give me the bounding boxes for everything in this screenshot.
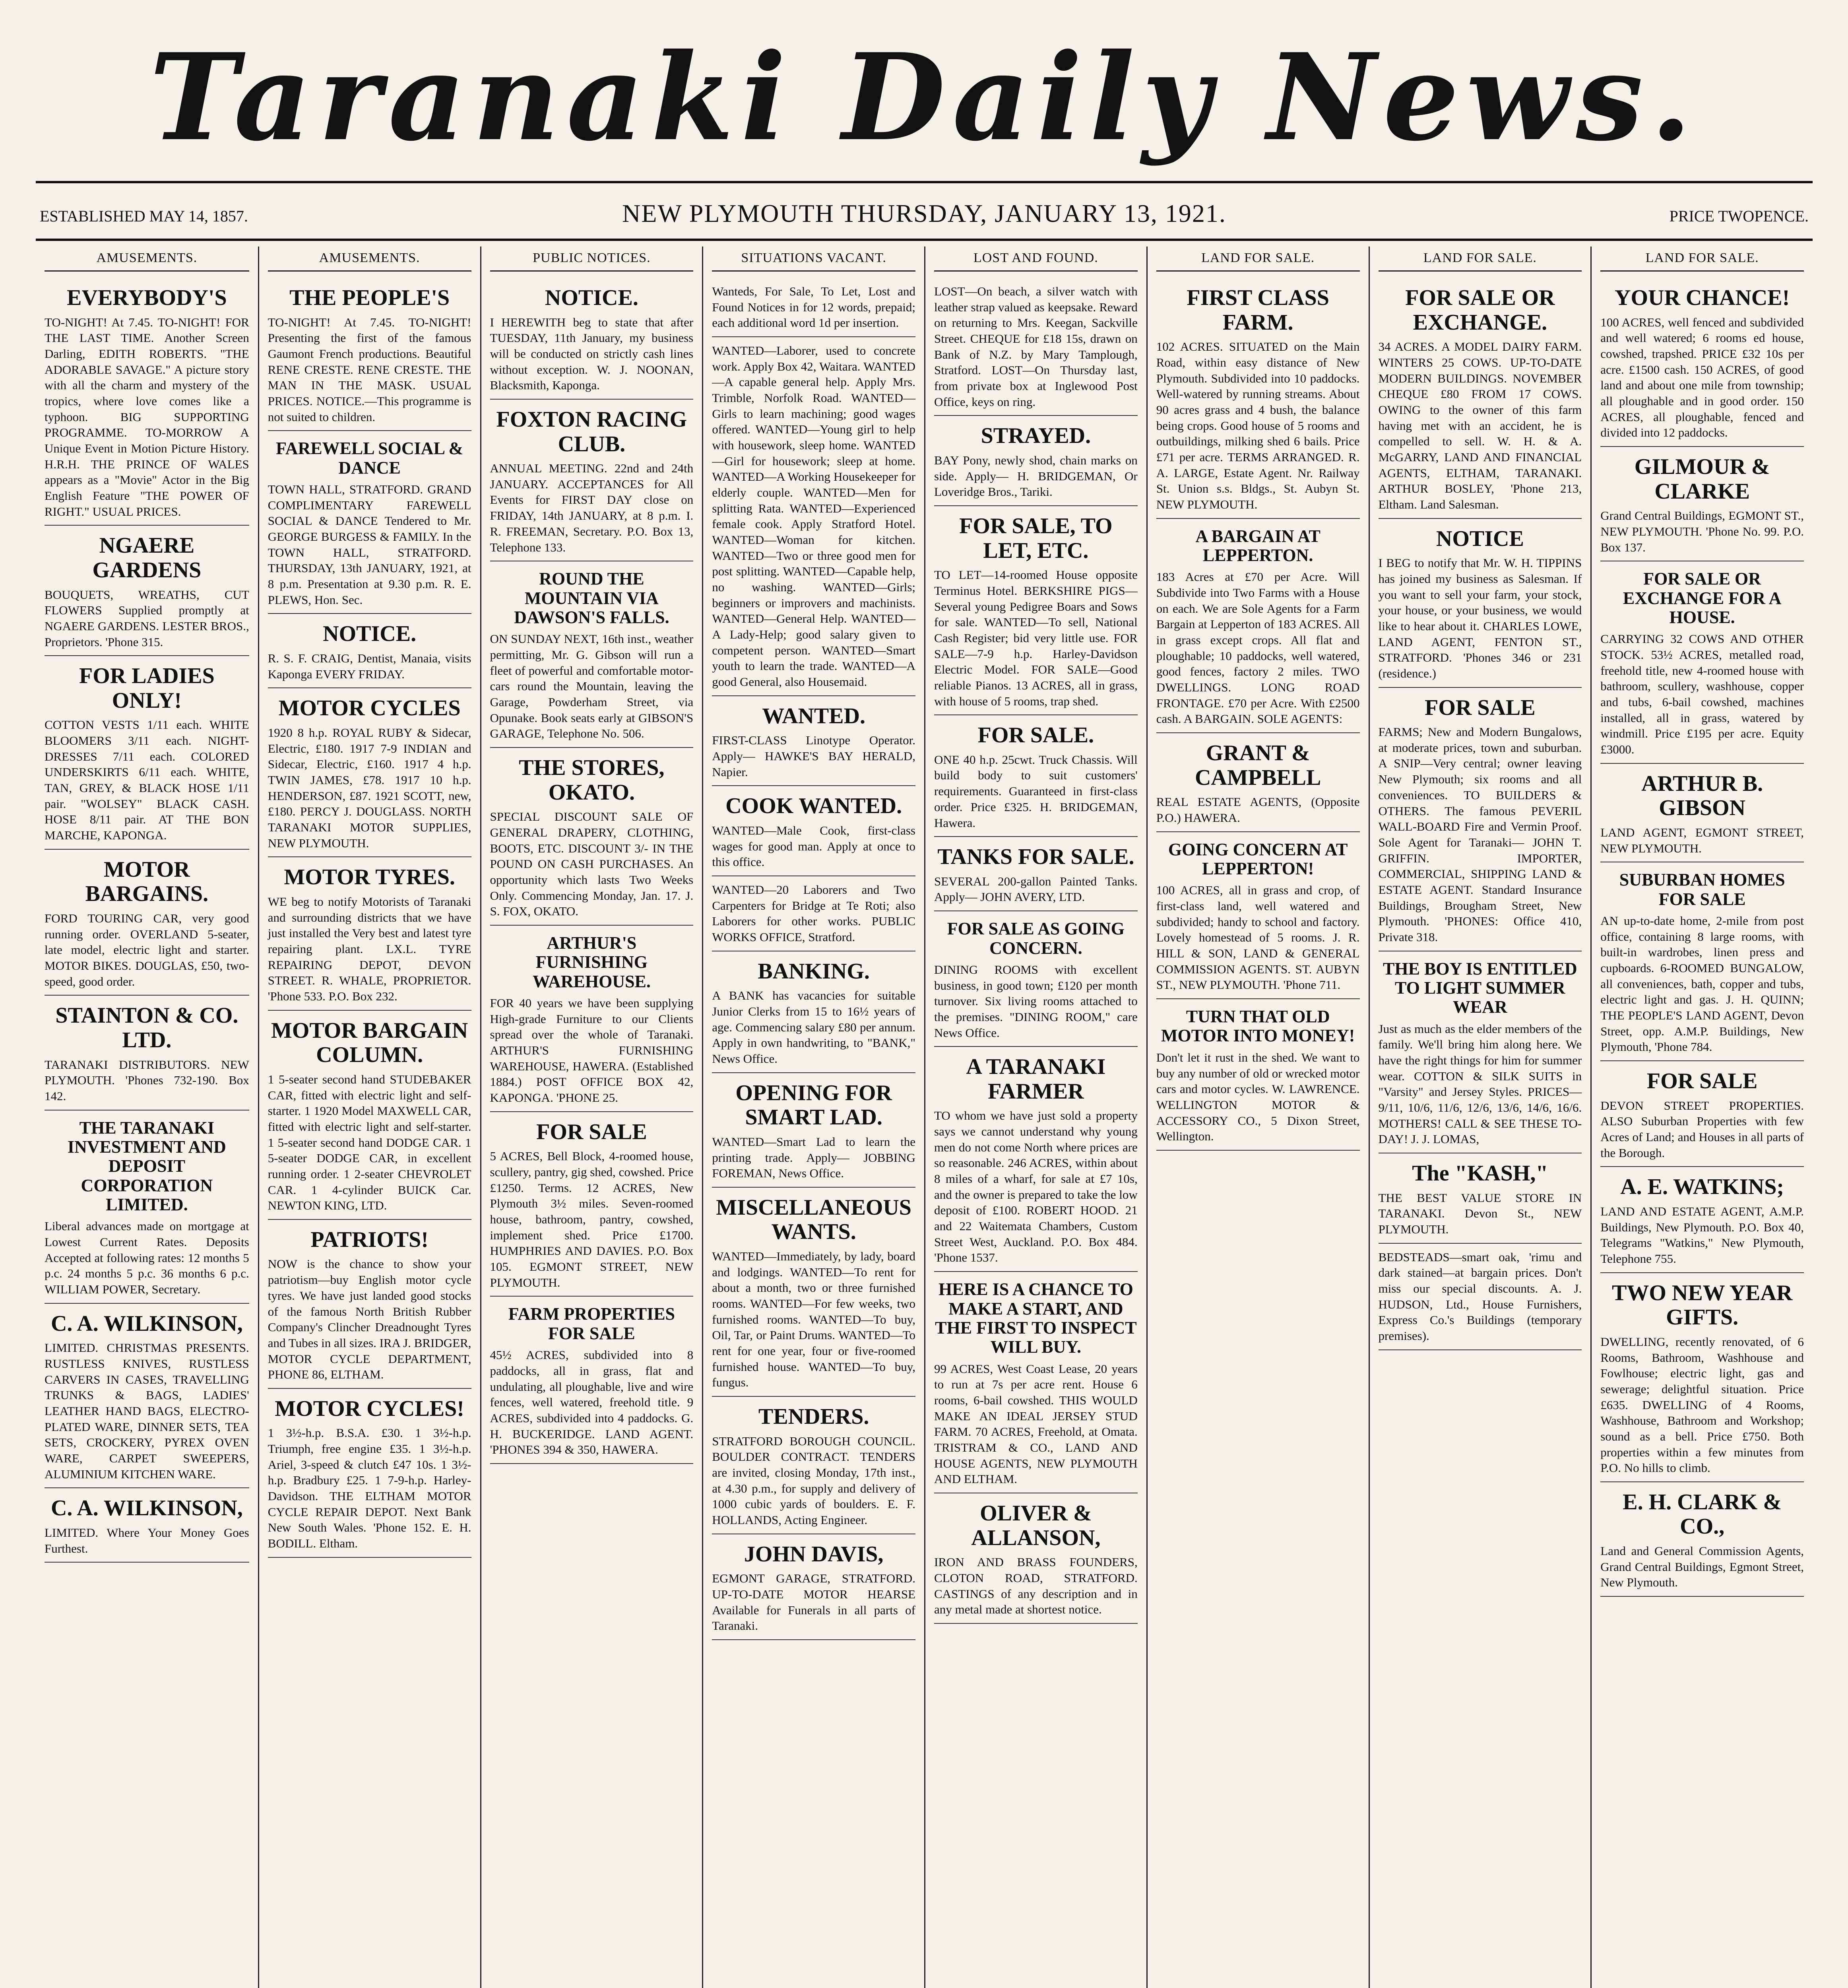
ad-body: SPECIAL DISCOUNT SALE OF GENERAL DRAPERY, CLOTHING, BOOTS, ETC. DISCOUNT 3/- IN THE POUND ON CASH PURCHASES. An opportunity which lasts Two Weeks Only. Commencing Monday, Jan. 17. J. S. FOX, OKATO. (490, 810, 694, 918)
ad-body: FARMS; New and Modern Bungalows, at moderate prices, town and suburban. A SNIP—Very central; owner leaving New Plymouth; six rooms and all conveniences. TO BUILDERS & OTHERS. The famous PEVERIL WALL-BOARD Fire and Vermin Proof. Sole Agent for Taranaki— JOHN T. GRIFFIN. IMPORTER, COMMERCIAL, SHIPPING LAND & ESTATE AGENT. Standard Insurance Buildings, Brougham Street, New Plymouth. 'PHONES: Office 410, Private 318. (1378, 725, 1582, 944)
advertisement (268, 1389, 471, 1558)
advertisement (45, 526, 249, 656)
ad-heading: SUBURBAN HOMES FOR SALE (1619, 870, 1785, 909)
ad-heading: BANKING. (758, 959, 870, 984)
ad-body: DINING ROOMS with excellent business, in good town; £120 per month turnover. Six living rooms attached to the premises. "DINING ROOM," care News Office. (934, 962, 1138, 1040)
ad-heading: FOR SALE OR EXCHANGE FOR A HOUSE. (1623, 569, 1782, 627)
ad-heading: MOTOR BARGAIN COLUMN. (271, 1018, 468, 1068)
dateline-rule (36, 239, 1813, 241)
advertisement (268, 614, 471, 688)
advertisement (1379, 688, 1582, 951)
ad-body: DEVON STREET PROPERTIES. ALSO Suburban Properties with few Acres of Land; and Houses in all parts of the Borough. (1600, 1098, 1804, 1160)
ad-body: TO LET—14-roomed House opposite Terminus Hotel. BERKSHIRE PIGS—Several young Pedigree Boars and Sows for sale. WANTED—To sell, National Cash Register; bid very little use. FOR SALE—7-9 h.p. Harley-Davidson Electric Model. FOR SALE—Good reliable Pianos. 13 ACRES, all in grass, with house of 5 rooms, trap shed. (934, 568, 1138, 708)
advertisement (1379, 519, 1582, 688)
ad-body: Don't let it rust in the shed. We want to buy any number of old or wrecked motor cars and motor cycles. W. LAWRENCE. WELLINGTON MOTOR & ACCESSORY CO., 5 Dixon Street, Wellington. (1156, 1050, 1360, 1143)
ad-heading: ARTHUR B. GIBSON (1641, 771, 1763, 821)
ad-body: LIMITED. Where Your Money Goes Furthest. (45, 1526, 249, 1555)
column-header: LAND FOR SALE. (1600, 247, 1804, 272)
ad-body: Just as much as the elder members of the family. We'll bring him along here. We have the right things for him for summer wear. COTTON & SILK SUITS in "Varsity" and Jersey Styles. PRICES—9/11, 10/6, 11/6, 12/6, 13/6, 14/6, 16/6. MOTHERS! CALL & SEE THESE TO-DAY! J. J. LOMAS, (1378, 1021, 1582, 1146)
column-header: PUBLIC NOTICES. (490, 247, 694, 272)
price-text: PRICE TWOPENCE. (1669, 207, 1809, 225)
ad-heading: GRANT & CAMPBELL (1195, 741, 1321, 790)
advertisement (1379, 951, 1582, 1154)
established-text: ESTABLISHED MAY 14, 1857. (40, 207, 248, 225)
dateline-bar (36, 191, 1813, 235)
ad-body: ONE 40 h.p. 25cwt. Truck Chassis. Will build body to suit customers' requirements. Guaranteed in first-class order. Price £325. H. BRIDGEMAN, Hawera. (934, 752, 1138, 830)
advertisement (45, 278, 249, 526)
ad-heading: HERE IS A CHANCE TO MAKE A START, AND THE FIRST TO INSPECT WILL BUY. (935, 1279, 1137, 1357)
ad-heading: EVERYBODY'S (67, 285, 227, 310)
ad-heading: FOR SALE (1646, 1069, 1758, 1094)
ad-body: WANTED—Smart Lad to learn the printing trade. Apply— JOBBING FOREMAN, News Office. (712, 1134, 915, 1180)
advertisement (1600, 1482, 1804, 1597)
advertisement (934, 1047, 1138, 1272)
ad-heading: FOR SALE. (977, 723, 1094, 748)
ad-body: 1 3½-h.p. B.S.A. £30. 1 3½-h.p. Triumph, free engine £35. 1 3½-h.p. Ariel, 3-speed & clutch £47 10s. 1 3½-h.p. Bradbury £25. 1 7-9-h.p. Harley-Davidson. THE ELTHAM MOTOR CYCLE REPAIR DEPOT. Next Bank New South Wales. 'Phone 152. E. H. BODILL. Eltham. (268, 1426, 471, 1551)
ad-heading: THE TARANAKI INVESTMENT AND DEPOSIT CORPORATION LIMITED. (67, 1118, 226, 1215)
advertisement (268, 688, 471, 857)
ad-body: BOUQUETS, WREATHS, CUT FLOWERS Supplied promptly at NGAERE GARDENS. LESTER BROS., Proprietors. 'Phone 315. (45, 587, 249, 649)
ad-heading: A BARGAIN AT LEPPERTON. (1195, 526, 1321, 565)
ad-heading: FAREWELL SOCIAL & DANCE (276, 439, 463, 478)
ad-heading: THE PEOPLE'S (289, 285, 450, 310)
ad-heading: GOING CONCERN AT LEPPERTON! (1168, 839, 1348, 878)
ad-body: STRATFORD BOROUGH COUNCIL. BOULDER CONTRACT. TENDERS are invited, closing Monday, 17th inst., at 4.30 p.m., for supply and delivery of 1000 cubic yards of boulders. E. F. HOLLANDS, Acting Engineer. (712, 1434, 915, 1527)
ad-body: REAL ESTATE AGENTS, (Opposite P.O.) HAWERA. (1156, 795, 1360, 825)
ad-heading: GILMOUR & CLARKE (1634, 454, 1770, 504)
newspaper-column (258, 247, 480, 1988)
ad-body: THE BEST VALUE STORE IN TARANAKI. Devon St., NEW PLYMOUTH. (1378, 1190, 1582, 1237)
newspaper-column (702, 247, 924, 1988)
ad-heading: C. A. WILKINSON, (50, 1311, 243, 1336)
ad-heading: MOTOR BARGAINS. (85, 857, 209, 907)
advertisement (1379, 1244, 1582, 1350)
ad-body: IRON AND BRASS FOUNDERS, CLOTON ROAD, STRATFORD. CASTINGS of any description and in any metal made at shortest notice. (934, 1555, 1138, 1617)
ad-body: SEVERAL 200-gallon Painted Tanks. Apply— JOHN AVERY, LTD. (934, 874, 1138, 904)
newspaper-title: Taranaki Daily News. (149, 27, 1699, 167)
advertisement (490, 748, 694, 926)
newspaper-column (36, 247, 258, 1988)
ad-heading: THE STORES, OKATO. (519, 755, 665, 805)
column-header: LOST AND FOUND. (934, 247, 1138, 272)
ad-body: Grand Central Buildings, EGMONT ST., NEW PLYMOUTH. 'Phone No. 99. P.O. Box 137. (1600, 509, 1804, 554)
advertisement (934, 1272, 1138, 1493)
advertisement (712, 1188, 915, 1397)
advertisement (490, 400, 694, 561)
advertisement (490, 561, 694, 748)
advertisement (1600, 278, 1804, 447)
advertisement (45, 996, 249, 1110)
advertisement (1600, 561, 1804, 764)
advertisement (1156, 999, 1360, 1151)
ad-heading: FIRST CLASS FARM. (1187, 285, 1329, 335)
ad-body: ANNUAL MEETING. 22nd and 24th JANUARY. ACCEPTANCES for All Events for FIRST DAY close on FRIDAY, 14th JANUARY, at 8 p.m. I. R. FREEMAN, Secretary. P.O. Box 13, Telephone 133. (490, 461, 694, 554)
ad-body: Wanteds, For Sale, To Let, Lost and Found Notices in for 12 words, prepaid; each additional word 1d per insertion. (712, 284, 915, 330)
ad-heading: NOTICE. (545, 285, 638, 310)
advertisement (45, 850, 249, 996)
advertisement (490, 926, 694, 1112)
ad-body: TARANAKI DISTRIBUTORS. NEW PLYMOUTH. 'Phones 732-190. Box 142. (45, 1057, 249, 1103)
ad-body: TO-NIGHT! At 7.45. TO-NIGHT! Presenting the first of the famous Gaumont French productions. Beautiful RENE CRESTE. RENE CRESTE. THE MAN IN THE MASK. USUAL PRICES. NOTICE.—This programme is not suited to children. (268, 315, 471, 424)
ad-body: 100 ACRES, all in grass and crop, of first-class land, well watered and subdivided; handy to school and factory. Lovely homestead of 5 rooms. J. R. HILL & SON, LAND & GENERAL COMMISSION AGENTS. ST. AUBYN ST., NEW PLYMOUTH. 'Phone 711. (1156, 883, 1360, 992)
ad-heading: FOXTON RACING CLUB. (496, 407, 687, 456)
advertisement (45, 1110, 249, 1304)
ad-heading: JOHN DAVIS, (744, 1541, 884, 1567)
ad-body: FIRST-CLASS Linotype Operator. Apply— HAWKE'S BAY HERALD, Napier. (712, 733, 915, 779)
advertisement (268, 278, 471, 431)
ad-heading: NOTICE. (323, 621, 417, 646)
newspaper-column (1146, 247, 1369, 1988)
advertisement (1379, 1153, 1582, 1244)
advertisement (45, 656, 249, 850)
ad-heading: TWO NEW YEAR GIFTS. (1611, 1280, 1793, 1330)
column-grid (36, 247, 1813, 1988)
advertisement (934, 506, 1138, 715)
ad-heading: FOR SALE OR EXCHANGE. (1405, 285, 1555, 335)
advertisement (934, 1493, 1138, 1624)
ad-body: CARRYING 32 COWS AND OTHER STOCK. 53½ ACRES, metalled road, freehold title, new 4-roomed house with bathroom, scullery, washhouse, copper and tubs, 6-bail cowshed, machines installed, all in grass, watered by windmill. Price £195 per acre. Equity £3000. (1600, 632, 1804, 757)
advertisement (712, 1534, 915, 1640)
column-header: LAND FOR SALE. (1379, 247, 1582, 272)
ad-heading: WANTED. (762, 703, 866, 728)
ad-body: LOST—On beach, a silver watch with leather strap valued as keepsake. Reward on returning to Mrs. Keegan, Sackville Street. CHEQUE for £18 15s, drawn on Bank of N.Z. by Mary Tamplough, Stratford. LOST—On Thursday last, from private box at Inglewood Post Office, keys on ring. (934, 284, 1138, 409)
advertisement (490, 278, 694, 400)
ad-heading: A TARANAKI FARMER (966, 1054, 1106, 1104)
advertisement (1600, 764, 1804, 863)
newspaper-column (1369, 247, 1591, 1988)
ad-body: FORD TOURING CAR, very good running order. OVERLAND 5-seater, late model, electric light and starter. MOTOR BIKES. DOUGLAS, £50, two-speed, good order. (45, 911, 249, 988)
advertisement (268, 857, 471, 1010)
ad-heading: MISCELLANEOUS WANTS. (716, 1195, 911, 1244)
ad-heading: A. E. WATKINS; (1620, 1175, 1784, 1200)
ad-body: BAY Pony, newly shod, chain marks on side. Apply— H. BRIDGEMAN, Or Loveridge Bros., Tariki. (934, 453, 1138, 499)
advertisement (1600, 447, 1804, 561)
ad-body: TO-NIGHT! At 7.45. TO-NIGHT! FOR THE LAST TIME. Another Screen Darling, EDITH ROBERTS. "THE ADORABLE SAVAGE." A picture story with all the charm and mystery of the tropics, where love comes like a typhoon. BIG SUPPORTING PROGRAMME. TO-MORROW A Unique Event in Motion Picture History. H.R.H. THE PRINCE OF WALES appears as a "Movie" Actor in the Big English Feature "THE POWER OF RIGHT." USUAL PRICES. (45, 315, 249, 518)
ad-body: BEDSTEADS—smart oak, 'rimu and dark stained—at bargain prices. Don't miss our special discounts. A. J. HUDSON, Ltd., House Furnishers, Express Co.'s Buildings (temporary premises). (1378, 1250, 1582, 1343)
ad-body: LIMITED. CHRISTMAS PRESENTS. RUSTLESS KNIVES, RUSTLESS CARVERS IN CASES, TRAVELLING TRUNKS & BAGS, LADIES' LEATHER HAND BAGS, ELECTRO-PLATED WARE, DINNER SETS, TEA SETS, CROCKERY, PYREX OVEN WARE, CARPET SWEEPERS, ALUMINIUM KITCHEN WARE. (45, 1341, 249, 1481)
advertisement (712, 876, 915, 951)
ad-heading: FOR LADIES ONLY! (79, 664, 215, 713)
ad-heading: YOUR CHANCE! (1615, 285, 1790, 310)
advertisement (934, 278, 1138, 416)
ad-body: Land and General Commission Agents, Grand Central Buildings, Egmont Street, New Plymouth. (1600, 1544, 1804, 1590)
advertisement (712, 1397, 915, 1534)
advertisement (712, 696, 915, 786)
ad-heading: TANKS FOR SALE. (937, 845, 1134, 870)
advertisement (1156, 519, 1360, 734)
advertisement (1379, 278, 1582, 519)
ad-body: 183 Acres at £70 per Acre. Will Subdivide into Two Farms with a House on each. We are Sole Agents for a Farm Bargain at Lepperton of 183 ACRES. All in grass except crops. All flat and ploughable; 10 paddocks, well watered, good fences, factory 2 miles. TWO DWELLINGS. LONG ROAD FRONTAGE. £70 per Acre. With £2500 cash. A BARGAIN. SOLE AGENTS: (1156, 570, 1360, 726)
advertisement (934, 911, 1138, 1047)
ad-heading: TURN THAT OLD MOTOR INTO MONEY! (1161, 1007, 1355, 1046)
ad-body: EGMONT GARAGE, STRATFORD. UP-TO-DATE MOTOR HEARSE Available for Funerals in all parts of Taranaki. (712, 1571, 915, 1633)
ad-heading: FOR SALE (536, 1119, 647, 1144)
ad-body: 1920 8 h.p. ROYAL RUBY & Sidecar, Electric, £180. 1917 7-9 INDIAN and Sidecar, Electric, £160. 1917 4 h.p. TWIN JAMES, £78. 1917 10 h.p. HENDERSON, £87. 1921 SCOTT, new, £180. PERCY J. DOUGLASS. NORTH TARANAKI MOTOR SUPPLIES, NEW PLYMOUTH. (268, 725, 471, 850)
newspaper-column (1590, 247, 1813, 1988)
ad-body: I HEREWITH beg to state that after TUESDAY, 11th January, my business will be conducted on strictly cash lines without exception. W. J. NOONAN, Blacksmith, Kaponga. (490, 315, 694, 392)
advertisement (45, 1488, 249, 1563)
ad-body: A BANK has vacancies for suitable Junior Clerks from 15 to 16½ years of age. Commencing salary £80 per annum. Apply in own handwriting, to "BANK," News Office. (712, 988, 915, 1066)
ad-body: FOR 40 years we have been supplying High-grade Furniture to our Clients spread over the whole of Taranaki. ARTHUR'S FURNISHING WAREHOUSE, HAWERA. (Established 1884.) POST OFFICE BOX 42, KAPONGA. 'PHONE 25. (490, 996, 694, 1105)
ad-body: 99 ACRES, West Coast Lease, 20 years to run at 7s per acre rent. House 6 rooms, 6-bail cowshed. THIS WOULD MAKE AN IDEAL JERSEY STUD FARM. 70 ACRES, Freehold, at Omata. TRISTRAM & CO., LAND AND HOUSE AGENTS, NEW PLYMOUTH AND ELTHAM. (934, 1361, 1138, 1486)
ad-body: TO whom we have just sold a property says we cannot understand why young men do not come North where prices are so reasonable. 246 ACRES, within about 8 miles of a wharf, for sale at £7 10s, and the owner is prepared to take the low deposit of £100. ROBERT HOOD. 21 and 22 Waitemata Chambers, Custom Street West, Auckland. P.O. Box 484. 'Phone 1537. (934, 1109, 1138, 1265)
ad-heading: OPENING FOR SMART LAD. (735, 1080, 892, 1130)
ad-body: 45½ ACRES, subdivided into 8 paddocks, all in grass, flat and undulating, all ploughable, live and wire fences, well watered, freehold title. 9 ACRES, subdivided into 4 paddocks. G. H. BUCKERIDGE. LAND AGENT. 'PHONES 394 & 350, HAWERA. (490, 1348, 694, 1457)
ad-body: COTTON VESTS 1/11 each. WHITE BLOOMERS 3/11 each. NIGHT-DRESSES 7/11 each. COLORED UNDERSKIRTS 6/11 each. WHITE, TAN, GREY, & BLACK HOSE 1/11 pair. "WOLSEY" BLACK CASH. HOSE 8/11 pair. AT THE BON MARCHE, KAPONGA. (45, 718, 249, 843)
ad-body: ON SUNDAY NEXT, 16th inst., weather permitting, Mr. G. Gibson will run a fleet of powerful and comfortable motor-cars round the Mountain, leaving the Garage, Powderham Street, via Opunake. Book seats early at GIBSON'S GARAGE, Telephone No. 506. (490, 632, 694, 741)
advertisement (712, 278, 915, 337)
ad-heading: C. A. WILKINSON, (50, 1496, 243, 1521)
advertisement (1600, 1273, 1804, 1482)
advertisement (712, 786, 915, 876)
ad-body: Liberal advances made on mortgage at Lowest Current Rates. Deposits Accepted at following rates: 12 months 5 p.c. 24 months 5 p.c. 36 months 6 p.c. WILLIAM POWER, Secretary. (45, 1219, 249, 1297)
ad-body: NOW is the chance to show your patriotism—buy English motor cycle tyres. We have just landed good stocks of the famous North British Rubber Company's Clincher Dreadnought Tyres and Tubes in all sizes. IRA J. BRIDGER, MOTOR CYCLE DEPARTMENT, PHONE 86, ELTHAM. (268, 1257, 471, 1382)
advertisement (712, 951, 915, 1073)
ad-body: TOWN HALL, STRATFORD. GRAND COMPLIMENTARY FAREWELL SOCIAL & DANCE Tendered to Mr. GEORGE BURGESS & FAMILY. In the TOWN HALL, STRATFORD. THURSDAY, 13th JANUARY, 1921, at 8 p.m. Presentation at 9.30 p.m. R. E. PLEWS, Hon. Sec. (268, 482, 471, 607)
advertisement (1156, 278, 1360, 519)
ad-body: WANTED—20 Laborers and Two Carpenters for Bridge at Te Roti; also Laborers for other works. PUBLIC WORKS OFFICE, Stratford. (712, 883, 915, 944)
advertisement (1156, 832, 1360, 999)
ad-heading: FOR SALE AS GOING CONCERN. (947, 919, 1125, 958)
ad-body: DWELLING, recently renovated, of 6 Rooms, Bathroom, Washhouse and Fowlhouse; electric light, gas and sewerage; delightful situation. Price £635. DWELLING of 4 Rooms, Washhouse, Bathroom and Workshop; sound as a bell. Price £750. Both properties within a few minutes from P.O. No hills to climb. (1600, 1334, 1804, 1475)
masthead-rule (36, 181, 1813, 183)
ad-body: LAND AGENT, EGMONT STREET, NEW PLYMOUTH. (1600, 825, 1804, 855)
advertisement (1600, 1167, 1804, 1273)
advertisement (712, 1073, 915, 1188)
ad-body: 1 5-seater second hand STUDEBAKER CAR, fitted with electric light and self-starter. 1 1920 Model MAXWELL CAR, fitted with electric light and self-starter. 1 5-seater second hand DODGE CAR. 1 5-seater DODGE CAR, in excellent running order. 1 2-seater CHEVROLET CAR. 1 4-cylinder BUICK Car. NEWTON KING, LTD. (268, 1072, 471, 1213)
ad-heading: The "KASH," (1412, 1161, 1548, 1186)
ad-heading: PATRIOTS! (310, 1227, 429, 1252)
ad-heading: NOTICE (1436, 526, 1524, 551)
ad-heading: MOTOR CYCLES! (275, 1396, 464, 1421)
column-header: SITUATIONS VACANT. (712, 247, 915, 272)
ad-heading: ARTHUR'S FURNISHING WAREHOUSE. (532, 933, 651, 991)
ad-body: WE beg to notify Motorists of Taranaki and surrounding districts that we have just installed the Very best and latest tyre repairing plant. LX.L. TYRE REPAIRING DEPOT, DEVON STREET. R. WHALE, PROPRIETOR. 'Phone 533. P.O. Box 232. (268, 894, 471, 1003)
column-header: LAND FOR SALE. (1156, 247, 1360, 272)
advertisement (934, 715, 1138, 837)
advertisement (712, 337, 915, 696)
ad-heading: OLIVER & ALLANSON, (971, 1501, 1101, 1550)
advertisement (45, 1304, 249, 1489)
advertisement (934, 837, 1138, 911)
ad-body: LAND AND ESTATE AGENT, A.M.P. Buildings, New Plymouth. P.O. Box 40, Telegrams "Watkins," New Plymouth, Telephone 755. (1600, 1204, 1804, 1266)
advertisement (490, 1297, 694, 1464)
ad-body: 102 ACRES. SITUATED on the Main Road, within easy distance of New Plymouth. Subdivided into 10 paddocks. Well-watered by running streams. About 90 acres grass and 4 bush, the balance being crops. Good house of 5 rooms and outbuildings, milking shed 6 bails. Price £71 per acre. TERMS ARRANGED. R. A. LARGE, Estate Agent. Nr. Railway St. Union s.s. Bldgs., St. Aubyn St. NEW PLYMOUTH. (1156, 340, 1360, 511)
dateline-text: NEW PLYMOUTH THURSDAY, JANUARY 13, 1921. (622, 199, 1226, 227)
newspaper-column (480, 247, 702, 1988)
ad-heading: STRAYED. (981, 423, 1091, 448)
ad-heading: FOR SALE (1425, 695, 1536, 720)
ad-body: WANTED—Male Cook, first-class wages for good man. Apply at once to this office. (712, 823, 915, 869)
ad-body: I BEG to notify that Mr. W. H. TIPPINS has joined my business as Salesman. If you want to sell your farm, your stock, your house, or your business, we would like to hear about it. CHARLES LOWE, LAND AGENT, FENTON ST., STRATFORD. 'Phones 346 or 231 (residence.) (1378, 556, 1582, 680)
ad-heading: MOTOR TYRES. (284, 865, 455, 890)
advertisement (268, 1220, 471, 1389)
masthead (36, 20, 1813, 175)
ad-heading: FOR SALE, TO LET, ETC. (959, 513, 1113, 563)
advertisement (268, 431, 471, 614)
ad-body: WANTED—Laborer, used to concrete work. Apply Box 42, Waitara. WANTED—A capable general help. Apply Mrs. Trimble, Norfolk Road. WANTED—Girls to learn machining; good wages offered. WANTED—Young girl to help with housework, sleep home. WANTED—Girl for housework; sleep at home. WANTED—A Working Housekeeper for elderly couple. WANTED—Men for splitting Rata. WANTED—Experienced female cook. Apply Stratford Hotel. WANTED—Woman for kitchen. WANTED—Two or three good men for post splitting. WANTED—Capable help, no washing. WANTED—Girls; beginners or improvers and machinists. WANTED—General Help. WANTED—A Lady-Help; good salary given to competent person. WANTED—Smart youth to learn the trade. WANTED—A good General, also Housemaid. (712, 344, 915, 689)
advertisement (1600, 1061, 1804, 1167)
column-header: AMUSEMENTS. (45, 247, 249, 272)
advertisement (934, 416, 1138, 506)
ad-heading: TENDERS. (758, 1404, 869, 1429)
column-header: AMUSEMENTS. (268, 247, 471, 272)
ad-heading: COOK WANTED. (725, 794, 902, 819)
ad-body: AN up-to-date home, 2-mile from post office, containing 8 large rooms, with built-in wardrobes, linen press and cupboards. 6-ROOMED BUNGALOW, all conveniences, bath, copper and tubs, electric light and gas. J. H. QUINN; THE PEOPLE'S LAND AGENT, Devon Street, opp. A.M.P. Buildings, New Plymouth, 'Phone 784. (1600, 914, 1804, 1054)
ad-body: 100 ACRES, well fenced and subdivided and well watered; 6 rooms ed house, cowshed, trapshed. PRICE £32 10s per acre. £1500 cash. 150 ACRES, of good land and about one mile from township; all ploughable and in good order. 150 ACRES, all ploughable, fenced and divided into 12 paddocks. (1600, 315, 1804, 440)
ad-heading: NGAERE GARDENS (92, 533, 202, 582)
ad-body: 5 ACRES, Bell Block, 4-roomed house, scullery, pantry, gig shed, cowshed. Price £1250. Terms. 12 ACRES, New Plymouth 3½ miles. Seven-roomed house, bathroom, pantry, cowshed, implement shed. Price £1700. HUMPHRIES AND DAVIES. P.O. Box 105. EGMONT STREET, NEW PLYMOUTH. (490, 1149, 694, 1289)
advertisement (268, 1011, 471, 1220)
ad-body: 34 ACRES. A MODEL DAIRY FARM. WINTERS 25 COWS. UP-TO-DATE MODERN BUILDINGS. NOVEMBER CHEQUE £80 FROM 17 COWS. OWING to the owner of this farm having met with an accident, he is compelled to sell. W. H. & A. McGARRY, LAND AND FINANCIAL AGENTS, ELTHAM, TARANAKI. ARTHUR BOSLEY, 'Phone 213, Eltham. Land Salesman. (1378, 340, 1582, 511)
ad-heading: THE BOY IS ENTITLED TO LIGHT SUMMER WEAR (1383, 959, 1577, 1017)
ad-heading: ROUND THE MOUNTAIN VIA DAWSON'S FALLS. (514, 569, 669, 627)
advertisement (1600, 862, 1804, 1061)
ad-heading: FARM PROPERTIES FOR SALE (508, 1304, 675, 1343)
ad-heading: MOTOR CYCLES (278, 696, 461, 721)
advertisement (490, 1112, 694, 1297)
ad-heading: E. H. CLARK & CO., (1623, 1489, 1782, 1539)
advertisement (1156, 733, 1360, 832)
ad-body: R. S. F. CRAIG, Dentist, Manaia, visits Kaponga EVERY FRIDAY. (268, 651, 471, 681)
ad-heading: STAINTON & CO. LTD. (55, 1003, 239, 1052)
newspaper-column (924, 247, 1146, 1988)
ad-body: WANTED—Immediately, by lady, board and lodgings. WANTED—To rent for about a month, two or three furnished rooms. WANTED—For few weeks, two furnished rooms. WANTED—To buy, Oil, Tar, or Paint Drums. WANTED—To rent for one year, four or five-roomed furnished house. WANTED—To buy, fungus. (712, 1249, 915, 1390)
